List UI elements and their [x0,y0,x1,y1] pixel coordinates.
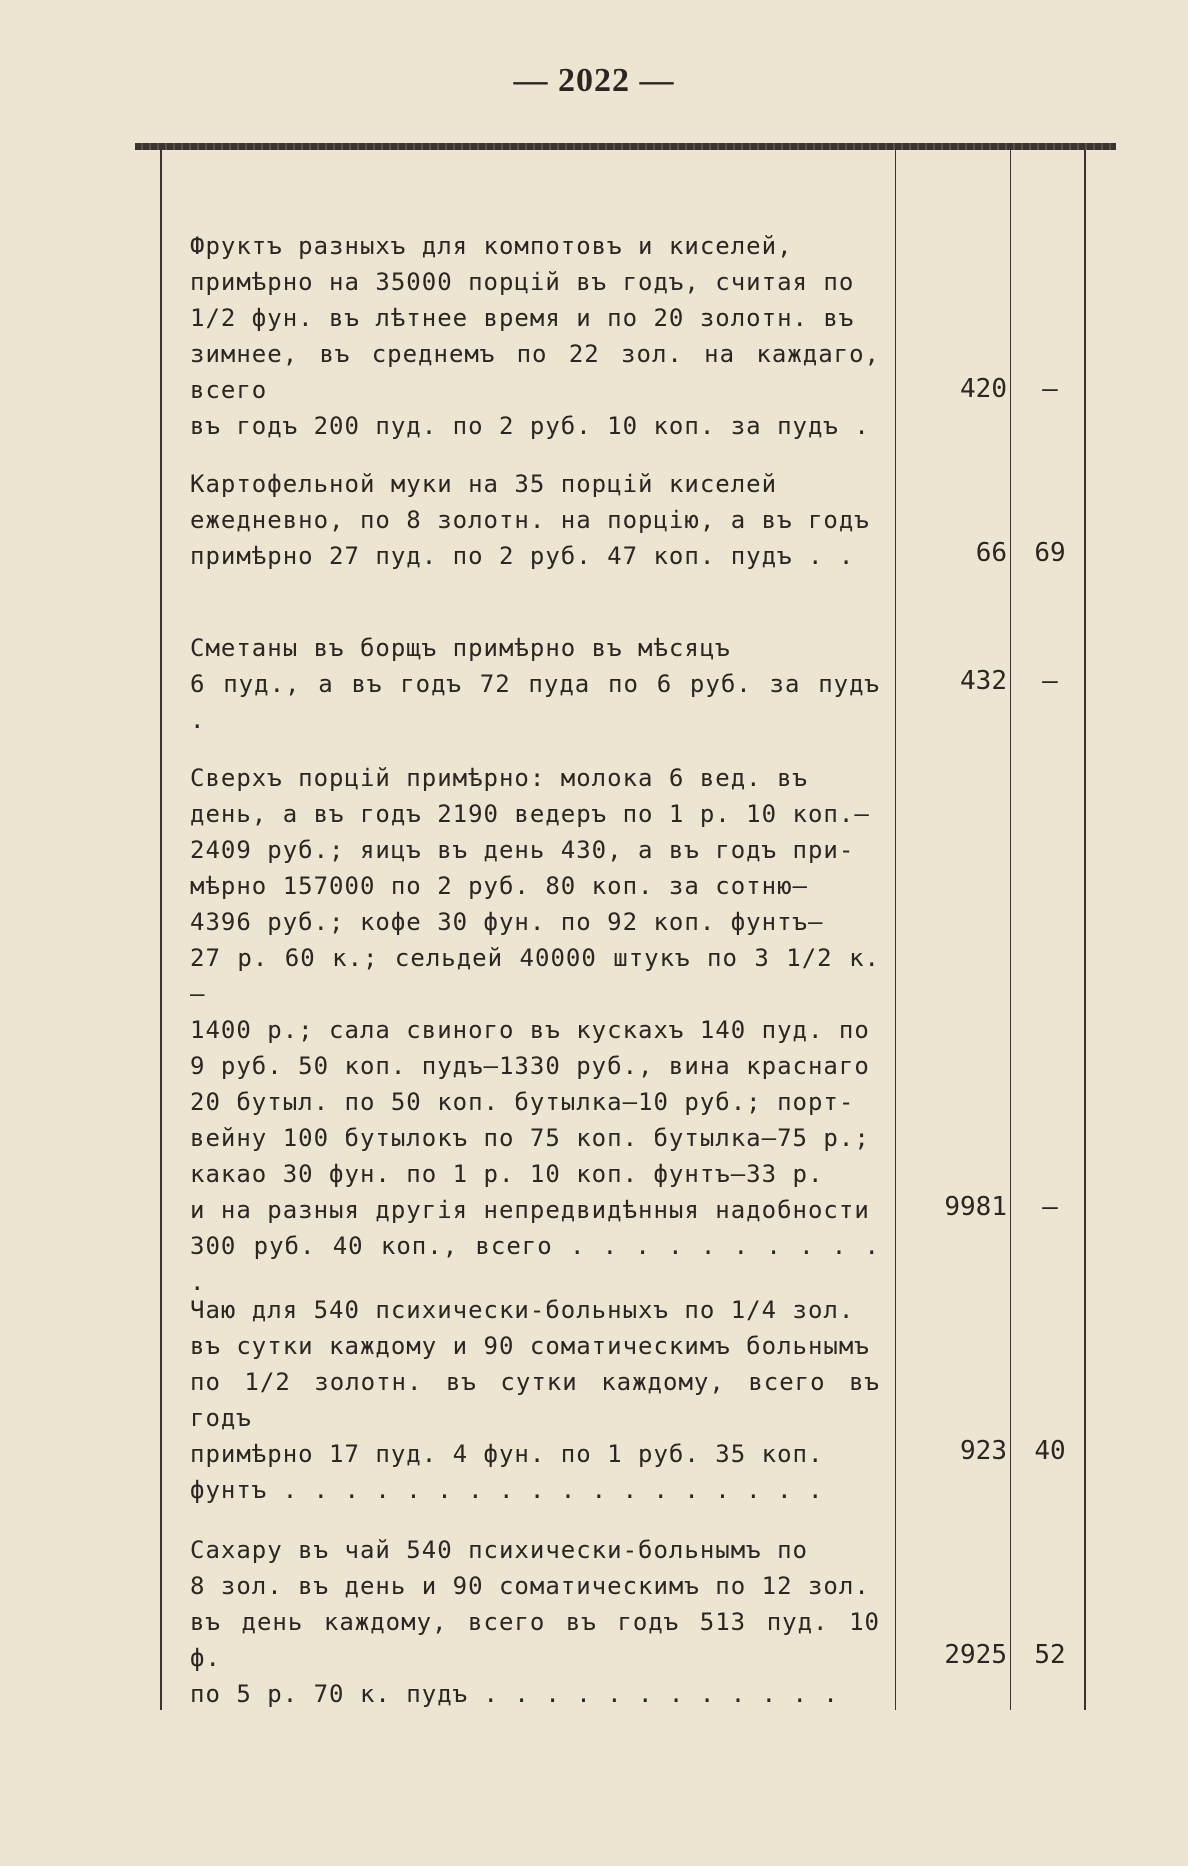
header-rule [135,143,1116,150]
rubles-amount: 66 [975,538,1007,568]
entry-text: Сверхъ порцій примѣрно: молока 6 вед. въ день, а въ годъ 2190 ведеръ по 1 р. 10 коп.— 2409 руб.; яицъ въ день 430, а въ годъ при- мѣрно 157000 по 2 руб. 80 коп. за сотню— 4396 руб.; кофе 30 фун. по 92 коп. фунтъ— 27 р. 60 к.; сельдей 40000 штукъ по 3 1/2 к.— 1400 р.; сала свиного въ кускахъ 140 пуд. по 9 руб. 50 коп. пудъ—1330 руб., вина краснаго 20 бутыл. по 50 коп. бутылка—10 руб.; порт- вейну 100 бутылокъ по 75 коп. бутылка—75 р.; какао 30 фун. по 1 р. 10 коп. фунтъ—33 р. и на разныя другія непредвидѣнныя надобности 300 руб. 40 коп., всего . . . . . . . . . . . [190,764,880,1296]
kopecks-amount: — [1042,374,1058,404]
entry-fruit [190,228,880,444]
entry-sugar [190,1532,880,1712]
kopecks-column-divider [1010,150,1011,1710]
entry-text: Картофельной муки на 35 порцій киселей ежедневно, по 8 золотн. на порцію, а въ годъ примѣрно 27 пуд. по 2 руб. 47 коп. пудъ . . [190,470,870,570]
kopecks-amount: — [1042,1192,1058,1222]
rubles-amount: 2925 [944,1640,1007,1670]
rubles-amount: 432 [960,666,1007,696]
kopecks-amount: 40 [1034,1436,1066,1466]
entry-text: Сахару въ чай 540 психически-больнымъ по 8 зол. въ день и 90 соматическимъ по 12 зол. въ день каждому, всего въ годъ 513 пуд. 10 ф. по 5 р. 70 к. пудъ . . . . . . . . . . . . [190,1536,880,1708]
entry-potato-flour [190,466,880,574]
rubles-amount: 9981 [944,1192,1007,1222]
entry-text: Сметаны въ борщъ примѣрно въ мѣсяцъ 6 пуд., а въ годъ 72 пуда по 6 руб. за пудъ . [190,634,880,734]
entry-text: Чаю для 540 психически-больныхъ по 1/4 зол. въ сутки каждому и 90 соматическимъ больнымъ по 1/2 золотн. въ сутки каждому, всего въ годъ примѣрно 17 пуд. 4 фун. по 1 руб. 35 коп. фунтъ . . . . . . . . . . . . . . . . . . [190,1296,880,1504]
kopecks-amount: 69 [1034,538,1066,568]
rubles-amount: 923 [960,1436,1007,1466]
kopecks-amount: 52 [1034,1640,1066,1670]
entry-extra-provisions [190,760,880,1300]
table-left-border [160,150,162,1710]
page-number: — 2022 — [513,62,675,99]
entry-sour-cream [190,630,880,738]
kopecks-amount: — [1042,666,1058,696]
rubles-amount: 420 [960,374,1007,404]
entry-text: Фруктъ разныхъ для компотовъ и киселей, примѣрно на 35000 порцій въ годъ, считая по 1/2 фун. въ лѣтнее время и по 20 золотн. въ зимнее, въ среднемъ по 22 зол. на каждаго, всего въ годъ 200 пуд. по 2 руб. 10 коп. за пудъ . [190,232,880,440]
entry-tea [190,1292,880,1508]
